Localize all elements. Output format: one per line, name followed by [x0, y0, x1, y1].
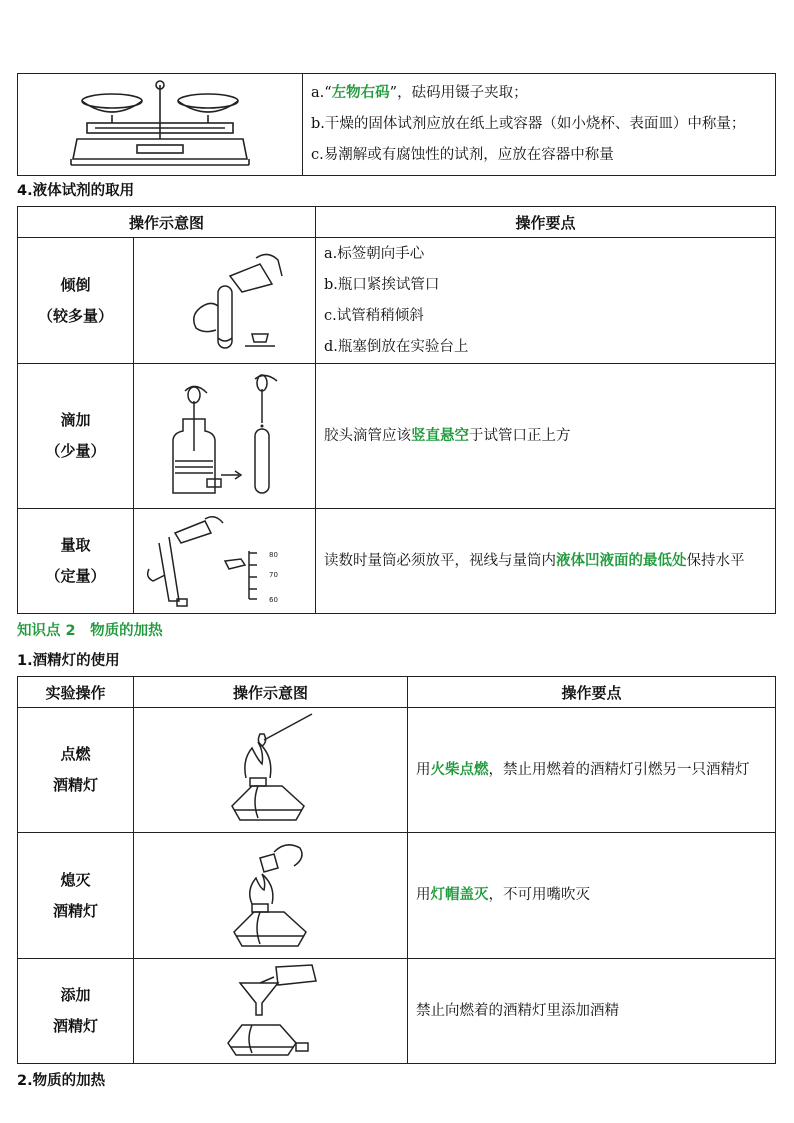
operation-label: 添加 酒精灯 — [18, 959, 134, 1064]
table-row — [18, 509, 776, 614]
operation-label: 滴加 （少量） — [18, 364, 134, 509]
cylinder-illustration — [134, 509, 316, 614]
section-heading-lamp: 1.酒精灯的使用 — [17, 653, 120, 669]
column-header: 操作要点 — [316, 207, 776, 238]
operation-label: 熄灭 酒精灯 — [18, 833, 134, 959]
table-row — [18, 833, 776, 959]
alcohol-lamp-table — [17, 676, 776, 1064]
column-header: 操作示意图 — [18, 207, 316, 238]
document-page — [17, 73, 775, 1096]
table-row — [18, 959, 776, 1064]
drop-points — [316, 364, 776, 509]
light-lamp-illustration — [134, 708, 408, 833]
table-row — [18, 708, 776, 833]
operation-label: 量取 （定量） — [18, 509, 134, 614]
point-line: 用火柴点燃，禁止用燃着的酒精灯引燃另一只酒精灯 — [416, 761, 750, 778]
operation-label: 倾倒 （较多量） — [18, 238, 134, 364]
pouring-liquid-icon — [160, 246, 290, 356]
operation-label: 点燃 酒精灯 — [18, 708, 134, 833]
point-line: 胶头滴管应该竖直悬空于试管口正上方 — [324, 427, 571, 444]
point-line: b.瓶口紧挨试管口 — [324, 276, 440, 293]
refill-lamp-illustration — [134, 959, 408, 1064]
section-heading-liquid: 4.液体试剂的取用 — [17, 183, 135, 199]
light-points — [408, 708, 776, 833]
extinguish-points — [408, 833, 776, 959]
point-line: c.试管稍稍倾斜 — [324, 307, 424, 324]
measure-points — [316, 509, 776, 614]
point-line: 用灯帽盖灭，不可用嘴吹灭 — [416, 887, 590, 903]
pour-points — [316, 238, 776, 364]
column-header: 操作示意图 — [134, 677, 408, 708]
extinguishing-lamp-icon — [216, 838, 326, 954]
section-heading-heating: 2.物质的加热 — [17, 1073, 106, 1089]
pour-illustration — [134, 238, 316, 364]
refilling-lamp-icon — [216, 963, 326, 1059]
lighting-lamp-icon — [216, 712, 326, 828]
refill-points — [408, 959, 776, 1064]
point-line: d.瓶塞倒放在实验台上 — [324, 338, 469, 355]
point-line: b.干燥的固体试剂应放在纸上或容器（如小烧杯、表面皿）中称量； — [311, 116, 746, 132]
graduated-cylinder-icon — [145, 513, 305, 609]
knowledge-point-heading: 知识点 2 物质的加热 — [17, 623, 163, 639]
dropper-illustration — [134, 364, 316, 509]
dropper-icon — [155, 371, 295, 501]
table-row — [18, 238, 776, 364]
point-line: a.标签朝向手心 — [324, 245, 425, 262]
liquid-reagent-table — [17, 206, 776, 614]
point-line: c.易潮解或有腐蚀性的试剂，应放在容器中称量 — [311, 147, 614, 163]
balance-icon — [65, 79, 255, 171]
scale-mark: 80 — [268, 551, 278, 559]
scale-mark: 70 — [268, 571, 278, 579]
point-line: 禁止向燃着的酒精灯里添加酒精 — [416, 1002, 619, 1019]
balance-points — [303, 74, 776, 176]
scale-mark: 60 — [268, 596, 278, 604]
column-header: 实验操作 — [18, 677, 134, 708]
column-header: 操作要点 — [408, 677, 776, 708]
balance-illustration — [18, 74, 303, 176]
point-line: 读数时量筒必须放平，视线与量筒内液体凹液面的最低处保持水平 — [324, 552, 745, 569]
point-line: a.“左物右码”，砝码用镊子夹取； — [311, 85, 528, 101]
balance-table — [17, 73, 776, 176]
table-row — [18, 364, 776, 509]
extinguish-lamp-illustration — [134, 833, 408, 959]
